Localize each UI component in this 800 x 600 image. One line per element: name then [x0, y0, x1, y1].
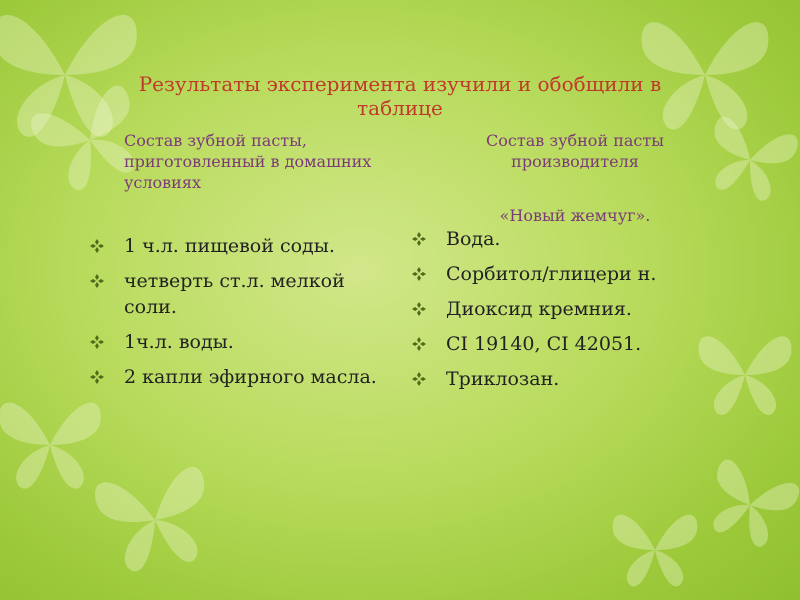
list-item-text: Сорбитол/глицери н. [446, 263, 657, 285]
list-item-text: Вода. [446, 228, 501, 250]
left-column-heading: Состав зубной пасты, приготовленный в домашних условиях [124, 131, 372, 192]
four-diamond-bullet-icon [412, 337, 426, 351]
four-diamond-bullet-icon [90, 274, 104, 288]
list-item [412, 366, 682, 392]
butterfly-icon [690, 320, 800, 430]
list-item-text: Диоксид кремния. [446, 298, 632, 320]
list-item [90, 364, 390, 390]
four-diamond-bullet-icon [412, 232, 426, 246]
right-column-heading: Состав зубной пасты производителя [486, 131, 664, 171]
right-column-subheading: «Новый жемчуг». [499, 206, 651, 225]
list-item [412, 296, 682, 322]
list-item [412, 226, 682, 252]
four-diamond-bullet-icon [412, 372, 426, 386]
four-diamond-bullet-icon [412, 267, 426, 281]
slide-title: Результаты эксперимента изучили и обобщили в таблице [138, 72, 662, 120]
four-diamond-bullet-icon [412, 302, 426, 316]
list-item-text: Триклозан. [446, 368, 560, 390]
four-diamond-bullet-icon [90, 370, 104, 384]
list-item [90, 268, 390, 320]
list-item-text: четверть ст.л. мелкой соли. [124, 270, 345, 318]
list-item [90, 329, 390, 355]
four-diamond-bullet-icon [90, 239, 104, 253]
left-ingredient-list [90, 233, 390, 399]
butterfly-icon [600, 500, 710, 600]
list-item-text: 1 ч.л. пищевой соды. [124, 235, 335, 257]
list-item [412, 331, 682, 357]
list-item [90, 233, 390, 259]
list-item-text: CI 19140, CI 42051. [446, 333, 642, 355]
list-item-text: 1ч.л. воды. [124, 331, 234, 353]
four-diamond-bullet-icon [90, 335, 104, 349]
list-item [412, 261, 682, 287]
right-ingredient-list [412, 226, 682, 401]
butterfly-icon [79, 440, 231, 600]
list-item-text: 2 капли эфирного масла. [124, 366, 377, 388]
